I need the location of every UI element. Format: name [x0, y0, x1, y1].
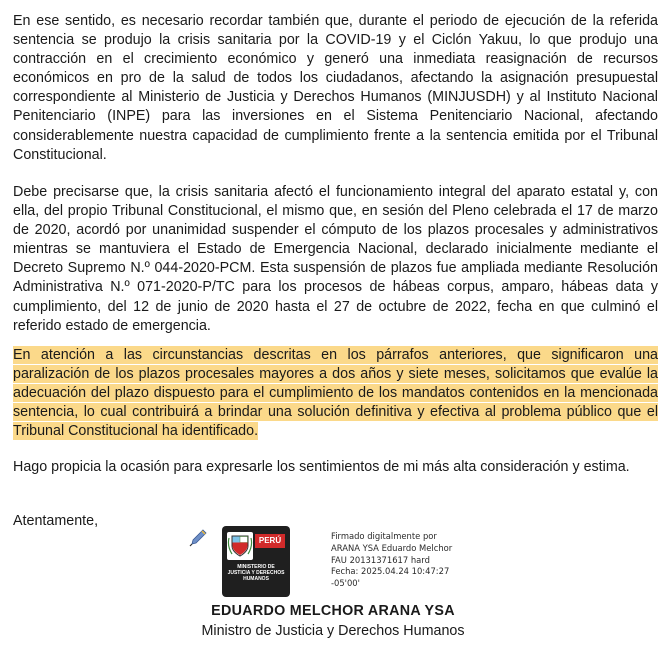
ministry-seal — [222, 526, 290, 597]
stamp-line: Firmado digitalmente por — [331, 531, 437, 541]
signer-name: EDUARDO MELCHOR ARANA YSA — [211, 603, 455, 619]
stamp-line: -05'00' — [331, 578, 360, 589]
paragraph-text: Debe precisarse que, la crisis sanitaria afectó el funcionamiento integral del aparato estatal y, con ella, del propio Tribunal Constitucional, el mismo que, en sesión del Pleno celebrada el 17 de marzo de 2020, acordó por unanimidad suspender el cómputo de los plazos procesales y administrativos mientras se mantuviera el Estado de Emergencia Nacional, declarado inicialmente mediante el Decreto Supremo N.º 044-2020-PCM. Esta suspensión de plazos fue ampliada mediante Resolución Administrativa N.º 071-2020-P/TC para los procesos de hábeas corpus, amparo, hábeas data y cumplimiento, del 12 de junio de 2020 hasta el 27 de octubre de 2022, fecha en que culminó el referido estado de emergencia. — [13, 184, 658, 334]
digital-signature-stamp — [331, 531, 452, 590]
highlighted-text: En atención a las circunstancias descritas en los párrafos anteriores, que significaron una paralización de los plazos procesales mayores a dos años y siete meses, solicitamos que evalúe la adecuación del plazo dispuesto para el cumplimiento de los mandatos contenidos en la mencionada sentencia, lo cual contribuirá a brindar una solución definitiva y efectiva al problema público que el Tribunal Constitucional ha identificado. — [13, 347, 658, 440]
stamp-line: ARANA YSA Eduardo Melchor — [331, 542, 453, 553]
paragraph-text: Hago propicia la ocasión para expresarle los sentimientos de mi más alta consideración y estima. — [13, 459, 630, 475]
stamp-line: Fecha: 2025.04.24 10:47:27 — [331, 566, 450, 577]
closing-salutation: Atentamente, — [13, 513, 99, 529]
ministry-label: MINISTERIO DE JUSTICIA Y DERECHOS HUMANOS — [227, 564, 285, 582]
paragraph-text: En ese sentido, es necesario recordar también que, durante el periodo de ejecución de la referida sentencia se produjo la crisis sanitaria por la COVID-19 y el Ciclón Yakuu, lo que produjo una contracción en el crecimiento económico y generó una inmediata reasignación de recursos económicos en pro de la salud de todos los ciudadanos, afectando la asignación presupuestal correspondiente al Ministerio de Justicia y Derechos Humanos (MINJUSDH) y al Instituto Nacional Penitenciario (INPE) para las inversiones en el Sistema Penitenciario Nacional, afectando considerablemente nuestra capacidad de cumplimiento frente a la sentencia emitida por el Tribunal Constitucional. — [13, 13, 658, 163]
coat-of-arms-icon — [227, 532, 253, 560]
signature-pen-icon — [188, 528, 208, 548]
signer-title: Ministro de Justicia y Derechos Humanos — [201, 623, 465, 639]
paragraph-courtesy — [13, 458, 658, 477]
stamp-line: FAU 20131371617 hard — [331, 554, 430, 565]
paragraph-covid-impact — [13, 12, 658, 165]
country-label: PERÚ — [255, 534, 285, 548]
paragraph-request-highlighted — [13, 346, 658, 441]
paragraph-tribunal-suspension — [13, 183, 658, 336]
